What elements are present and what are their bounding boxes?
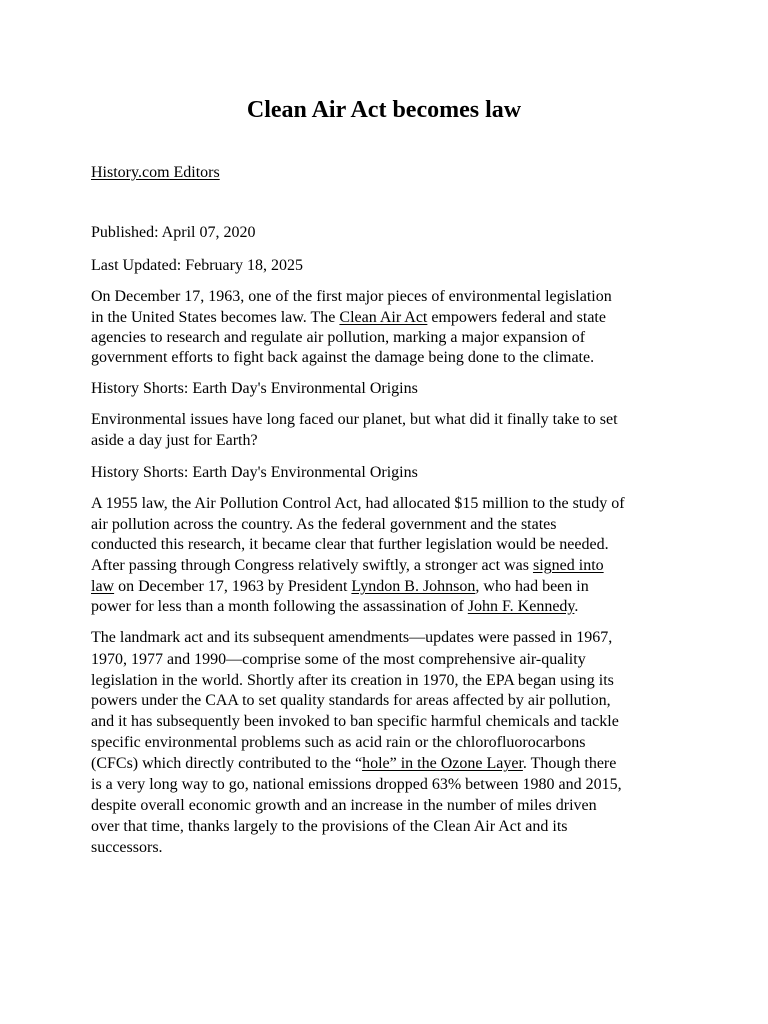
signed-into-law-link-cont[interactable]: law (91, 578, 115, 595)
paragraph-line: over that time, thanks largely to the provisions of the Clean Air Act and its (91, 818, 568, 835)
paragraph-line: and it has subsequently been invoked to ban specific harmful chemicals and tackle (91, 713, 619, 730)
paragraph-line: A 1955 law, the Air Pollution Control Act, had allocated $15 million to the study of (91, 495, 625, 512)
paragraph-line: despite overall economic growth and an increase in the number of miles driven (91, 797, 597, 814)
paragraph-line: aside a day just for Earth? (91, 432, 258, 449)
paragraph-line: government efforts to fight back against the damage being done to the climate. (91, 349, 595, 366)
author-link[interactable]: History.com Editors (91, 164, 220, 181)
paragraph-line: agencies to research and regulate air pollution, marking a major expansion of (91, 329, 586, 346)
ozone-hole-link[interactable]: hole” in the Ozone Layer (362, 755, 523, 772)
paragraph-text: , who had been in (475, 578, 589, 595)
paragraph-line: successors. (91, 839, 163, 856)
clean-air-act-link[interactable]: Clean Air Act (339, 309, 428, 326)
paragraph-line: The landmark act and its subsequent amendments—updates were passed in 1967, (91, 629, 613, 646)
updated-date: Last Updated: February 18, 2025 (91, 257, 303, 274)
john-kennedy-link[interactable]: John F. Kennedy (467, 598, 575, 615)
paragraph-text: empowers federal and state (427, 309, 606, 326)
paragraph-text: After passing through Congress relatively swiftly, a stronger act was (91, 557, 533, 574)
video-title: History Shorts: Earth Day's Environmental Origins (91, 464, 418, 481)
author-link-line (91, 163, 220, 183)
paragraph-line (91, 577, 589, 597)
paragraph-line (91, 597, 578, 617)
paragraph-line: conducted this research, it became clear that further legislation would be needed. (91, 536, 609, 553)
paragraph-line: specific environmental problems such as acid rain or the chlorofluorocarbons (91, 734, 586, 751)
paragraph-text: . Though there (522, 755, 617, 772)
paragraph-line (91, 556, 604, 576)
paragraph-line: legislation in the world. Shortly after its creation in 1970, the EPA began using its (91, 672, 614, 689)
paragraph-line: is a very long way to go, national emissions dropped 63% between 1980 and 2015, (91, 776, 622, 793)
paragraph-line (91, 754, 616, 774)
paragraph-line (91, 308, 606, 328)
paragraph-text: in the United States becomes law. The (91, 309, 340, 326)
paragraph-line: air pollution across the country. As the federal government and the states (91, 516, 557, 533)
paragraph-text: on December 17, 1963 by President (114, 578, 352, 595)
paragraph-text: (CFCs) which directly contributed to the “ (91, 755, 363, 772)
paragraph-text: power for less than a month following the assassination of (91, 598, 468, 615)
signed-into-law-link[interactable]: signed into (532, 557, 604, 574)
paragraph-line: On December 17, 1963, one of the first major pieces of environmental legislation (91, 288, 612, 305)
lyndon-johnson-link[interactable]: Lyndon B. Johnson (351, 578, 476, 595)
page-title: Clean Air Act becomes law (246, 97, 522, 123)
paragraph-text: . (574, 598, 579, 615)
paragraph-line: powers under the CAA to set quality standards for areas affected by air pollution, (91, 692, 611, 709)
video-title: History Shorts: Earth Day's Environmental Origins (91, 380, 418, 397)
paragraph-line: 1970, 1977 and 1990—comprise some of the most comprehensive air-quality (91, 651, 586, 668)
published-date: Published: April 07, 2020 (91, 224, 256, 241)
paragraph-line: Environmental issues have long faced our planet, but what did it finally take to set (91, 411, 618, 428)
